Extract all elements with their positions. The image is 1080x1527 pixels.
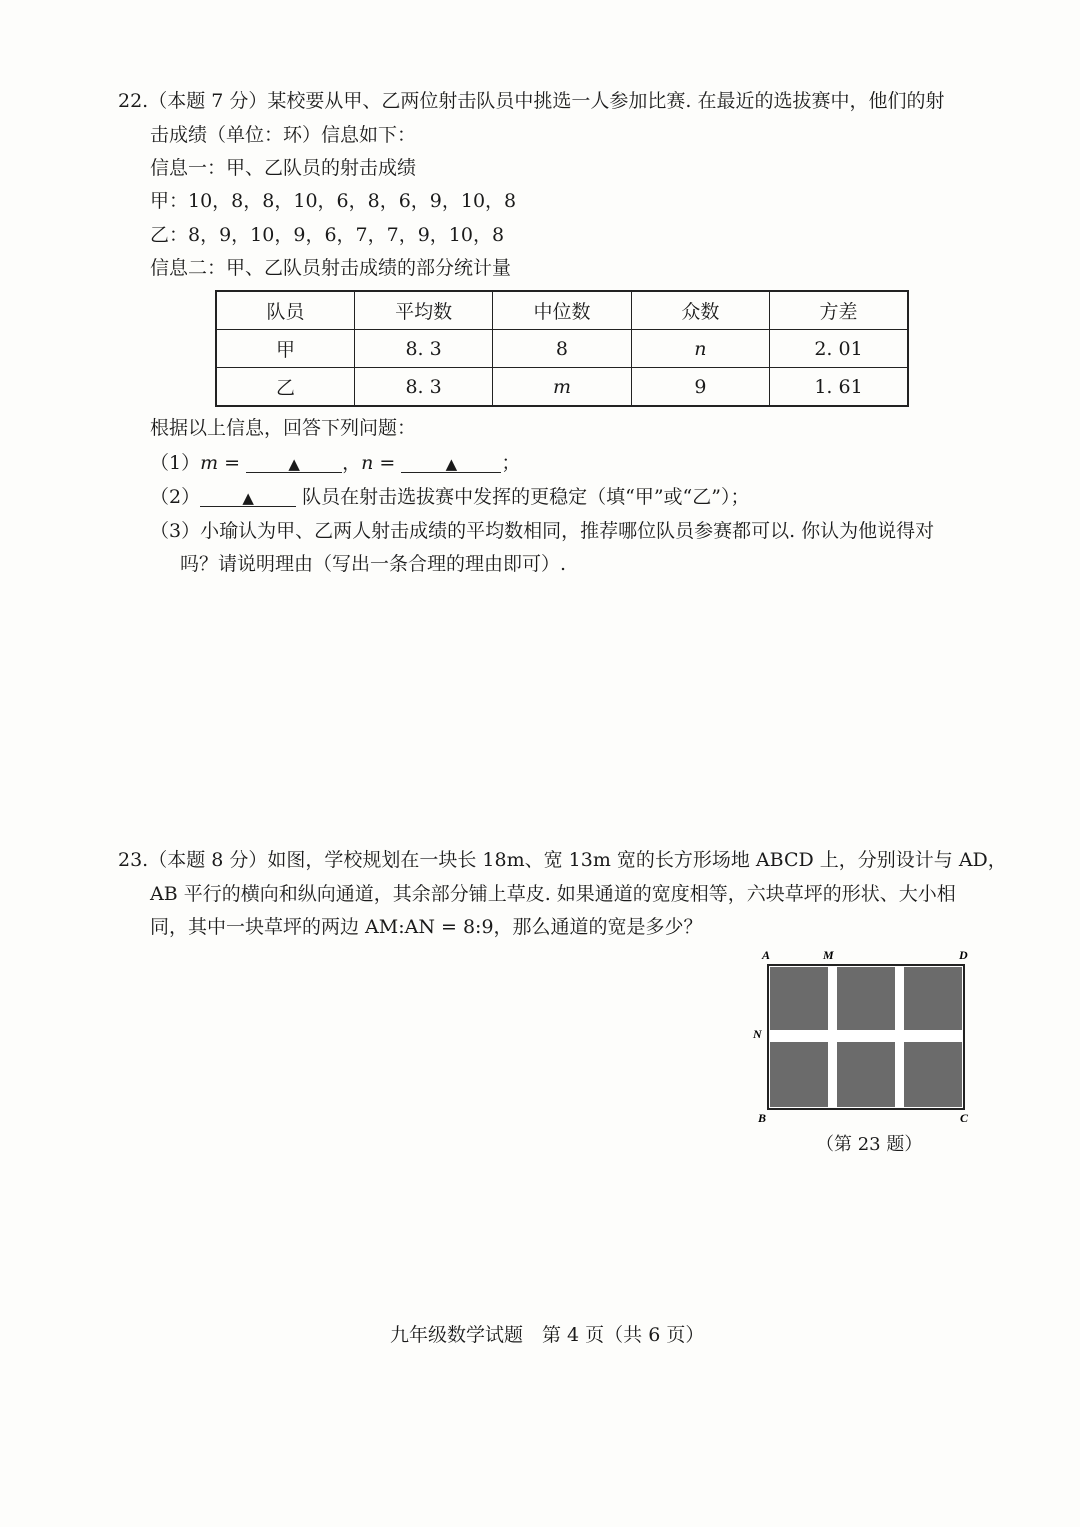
table-cell: 8. 3 [354, 368, 492, 407]
instruction: 根据以上信息，回答下列问题： [150, 417, 417, 439]
lawn-figure [750, 945, 980, 1135]
page-footer: 九年级数学试题 第 4 页（共 6 页） [390, 1324, 705, 1346]
answer-blank-player[interactable] [200, 484, 296, 507]
table-cell: 甲 [216, 330, 354, 368]
grass-patch [770, 967, 828, 1030]
table-cell: n [631, 330, 769, 368]
line-end: ； [501, 452, 521, 474]
figure-caption: （第 23 题） [816, 1134, 923, 1155]
info-two: 信息二：甲、乙队员射击成绩的部分统计量 [150, 257, 512, 279]
table-cell: 8. 3 [354, 330, 492, 368]
label-b: B [758, 1111, 767, 1125]
grass-patch [904, 967, 962, 1030]
q23-line-1: 23.（本题 8 分）如图，学校规划在一块长 18m、宽 13m 宽的长方形场地 ABCD 上，分别设计与 AD， [118, 849, 1007, 871]
grass-patch [837, 1042, 895, 1107]
label-m: M [823, 948, 834, 962]
sub2-text: 队员在射击选拔赛中发挥的更稳定（填“甲”或“乙”）； [296, 486, 750, 508]
q22-header-continued: 击成绩（单位：环）信息如下： [150, 124, 417, 146]
table-header: 中位数 [493, 291, 631, 330]
table-header: 队员 [216, 291, 354, 330]
var-n: n [361, 452, 374, 474]
table-cell: 2. 01 [770, 330, 908, 368]
sub-question-3: （3）小瑜认为甲、乙两人射击成绩的平均数相同，推荐哪位队员参赛都可以. 你认为他说得对 [150, 520, 935, 542]
table-cell: m [493, 368, 631, 407]
table-header-row [216, 291, 908, 330]
label-c: C [960, 1111, 969, 1125]
table-header: 众数 [631, 291, 769, 330]
q23-line-3: 同，其中一块草坪的两边 AM:AN = 8:9，那么通道的宽是多少？ [150, 916, 703, 938]
jia-scores: 甲：10，8，8，10，6，8，6，9，10，8 [150, 190, 517, 212]
table-row [216, 368, 908, 407]
eq-sign: = [373, 452, 402, 474]
yi-scores: 乙：8，9，10，9，6，7，7，9，10，8 [150, 224, 505, 246]
sub-question-3-cont: 吗？请说明理由（写出一条合理的理由即可）. [180, 553, 567, 575]
grass-patch [904, 1042, 962, 1107]
sub-question-1 [150, 450, 520, 476]
separator: ， [342, 452, 362, 474]
triangle-icon: ▲ [445, 455, 458, 473]
sub1-prefix: （1） [150, 452, 201, 474]
answer-blank-n[interactable] [401, 450, 501, 473]
label-n: N [753, 1027, 762, 1041]
table-cell: 8 [493, 330, 631, 368]
answer-blank-m[interactable] [246, 450, 342, 473]
eq-sign: = [218, 452, 247, 474]
label-d: D [959, 948, 968, 962]
stats-table [215, 290, 909, 407]
var-m: m [200, 452, 219, 474]
table-header: 平均数 [354, 291, 492, 330]
label-a: A [762, 948, 771, 962]
grass-patch [770, 1042, 828, 1107]
q23-line-2: AB 平行的横向和纵向通道，其余部分铺上草皮. 如果通道的宽度相等，六块草坪的形状、大小相 [150, 883, 956, 905]
table-cell: 1. 61 [770, 368, 908, 407]
info-one: 信息一：甲、乙队员的射击成绩 [150, 157, 417, 179]
sub2-prefix: （2） [150, 486, 201, 508]
grass-patch [837, 967, 895, 1030]
table-row [216, 330, 908, 368]
table-cell: 9 [631, 368, 769, 407]
table-header: 方差 [770, 291, 908, 330]
table-cell: 乙 [216, 368, 354, 407]
triangle-icon: ▲ [288, 455, 300, 473]
q22-header: 22.（本题 7 分）某校要从甲、乙两位射击队员中挑选一人参加比赛. 在最近的选拔赛中，他们的射 [118, 90, 945, 112]
sub-question-2 [150, 484, 750, 510]
triangle-icon: ▲ [242, 489, 254, 507]
